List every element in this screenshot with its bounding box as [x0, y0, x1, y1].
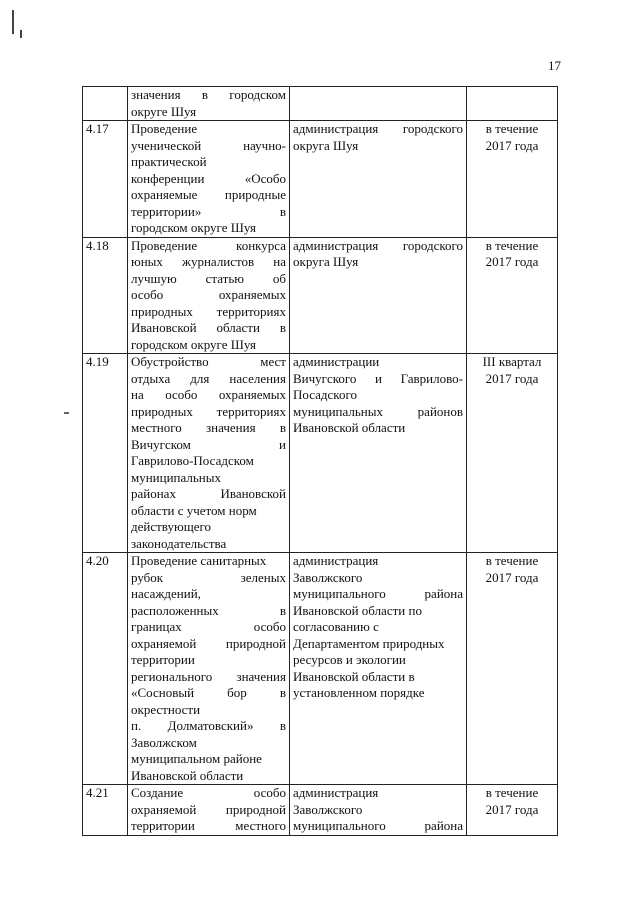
event-description-line: городском округе Шуя	[131, 336, 256, 352]
responsible-party	[290, 121, 467, 238]
event-description	[128, 237, 290, 354]
event-description-line: Вичугском и	[131, 436, 286, 452]
responsible-party-line: Ивановской области по	[293, 602, 422, 618]
event-description-line: природных территориях	[131, 403, 286, 419]
event-description	[128, 553, 290, 785]
deadline-line: 2017 года	[485, 569, 539, 585]
responsible-party-line: согласованию с	[293, 619, 379, 634]
table-row	[83, 354, 558, 553]
events-table-body	[83, 87, 558, 836]
responsible-party-line: администрация	[293, 553, 379, 568]
event-description	[128, 354, 290, 553]
responsible-party-line: администрация	[293, 785, 379, 800]
responsible-party	[290, 354, 467, 553]
deadline-line: в течение	[485, 121, 539, 136]
deadline	[467, 237, 558, 354]
events-table	[82, 86, 558, 836]
event-description-line: охраняемой природной	[131, 635, 286, 651]
event-description-line: на особо охраняемых	[131, 387, 286, 402]
event-description-line: окрестности	[131, 701, 201, 717]
responsible-party-line: муниципального района	[293, 818, 463, 833]
responsible-party-line: администрации	[293, 354, 380, 369]
table-row	[83, 87, 558, 121]
item-number: 4.18	[83, 237, 128, 354]
item-number: 4.17	[83, 121, 128, 238]
event-description	[128, 785, 290, 836]
event-description-line: природных территориях	[131, 303, 286, 319]
event-description-line: муниципальном районе	[131, 751, 262, 766]
responsible-party-line: администрация городского	[293, 237, 463, 253]
deadline-line: в течение	[485, 237, 539, 253]
deadline	[467, 87, 558, 121]
event-description-line: Ивановской области в	[131, 320, 286, 335]
event-description-line: границах особо	[131, 619, 286, 634]
event-description	[128, 121, 290, 238]
deadline	[467, 785, 558, 836]
event-description-line: Проведение санитарных	[131, 553, 267, 568]
event-description-line: городском округе Шуя	[131, 220, 256, 235]
responsible-party-line: Департаментом природных	[293, 635, 445, 651]
event-description-line: охраняемые природные	[131, 187, 286, 202]
event-description-line: практической	[131, 154, 207, 169]
table-row	[83, 553, 558, 785]
scan-artifact-mark	[20, 30, 22, 38]
deadline-line: в течение	[485, 785, 539, 800]
deadline-line: 2017 года	[485, 137, 539, 153]
responsible-party	[290, 237, 467, 354]
event-description-line: насаждений,	[131, 586, 201, 601]
deadline	[467, 354, 558, 553]
event-description-line: лучшую статью об	[131, 270, 286, 286]
event-description-line: расположенных в	[131, 602, 286, 618]
event-description-line: отдыха для населения	[131, 370, 286, 386]
event-description-line: охраняемой природной	[131, 801, 286, 817]
event-description-line: Заволжском	[131, 734, 197, 750]
event-description-line: округе Шуя	[131, 103, 197, 119]
event-description-line: Проведение	[131, 121, 198, 136]
item-number: 4.19	[83, 354, 128, 553]
event-description-line: Гаврилово-Посадском	[131, 453, 254, 468]
responsible-party-line: Вичугского и Гаврилово-	[293, 370, 463, 386]
event-description-line: Обустройство мест	[131, 354, 286, 369]
responsible-party-line: Ивановской области в	[293, 668, 415, 684]
responsible-party-line: установленном порядке	[293, 685, 425, 700]
responsible-party-line: Заволжского	[293, 569, 363, 585]
responsible-party-line: округа Шуя	[293, 137, 359, 153]
table-row	[83, 785, 558, 836]
deadline-line: III квартал	[482, 354, 542, 369]
deadline	[467, 553, 558, 785]
event-description-line: муниципальных	[131, 469, 222, 485]
event-description-line: регионального значения	[131, 668, 286, 684]
responsible-party-line: округа Шуя	[293, 254, 359, 269]
deadline	[467, 121, 558, 238]
event-description-line: конференции «Особо	[131, 170, 286, 186]
page-number: 17	[548, 58, 561, 73]
event-description-line: области с учетом норм	[131, 502, 257, 518]
event-description-line: местного значения в	[131, 420, 286, 435]
event-description-line: действующего	[131, 519, 211, 534]
event-description-line: особо охраняемых	[131, 287, 286, 302]
event-description	[128, 87, 290, 121]
event-description-line: территории	[131, 652, 195, 667]
event-description-line: законодательства	[131, 535, 227, 551]
responsible-party-line: Ивановской области	[293, 420, 406, 435]
item-number: 4.21	[83, 785, 128, 836]
responsible-party-line: ресурсов и экологии	[293, 652, 406, 667]
event-description-line: Создание особо	[131, 785, 286, 800]
event-description-line: Ивановской области	[131, 767, 244, 783]
event-description-line: юных журналистов на	[131, 254, 286, 269]
table-row	[83, 121, 558, 238]
deadline-line: 2017 года	[485, 370, 539, 386]
item-number	[83, 87, 128, 121]
responsible-party	[290, 785, 467, 836]
event-description-line: рубок зеленых	[131, 569, 286, 585]
responsible-party-line: Посадского	[293, 387, 357, 402]
item-number: 4.20	[83, 553, 128, 785]
responsible-party-line: муниципальных районов	[293, 403, 463, 419]
event-description-line: районах Ивановской	[131, 486, 286, 501]
event-description-line: п. Долматовский» в	[131, 718, 286, 733]
deadline-line: 2017 года	[485, 801, 539, 817]
deadline-line: 2017 года	[485, 254, 539, 269]
event-description-line: «Сосновый бор в	[131, 685, 286, 700]
responsible-party-line: Заволжского	[293, 801, 363, 817]
event-description-line: Проведение конкурса	[131, 237, 286, 253]
event-description-line: территории местного	[131, 818, 286, 833]
responsible-party-line: администрация городского	[293, 121, 463, 136]
event-description-line: ученической научно-	[131, 137, 286, 153]
responsible-party-line: муниципального района	[293, 586, 463, 601]
table-row	[83, 237, 558, 354]
scan-artifact-dot	[64, 412, 69, 414]
scan-artifact-mark	[12, 10, 14, 34]
responsible-party	[290, 87, 467, 121]
responsible-party	[290, 553, 467, 785]
event-description-line: значения в городском	[131, 87, 286, 102]
deadline-line: в течение	[485, 553, 539, 568]
event-description-line: территории» в	[131, 203, 286, 219]
